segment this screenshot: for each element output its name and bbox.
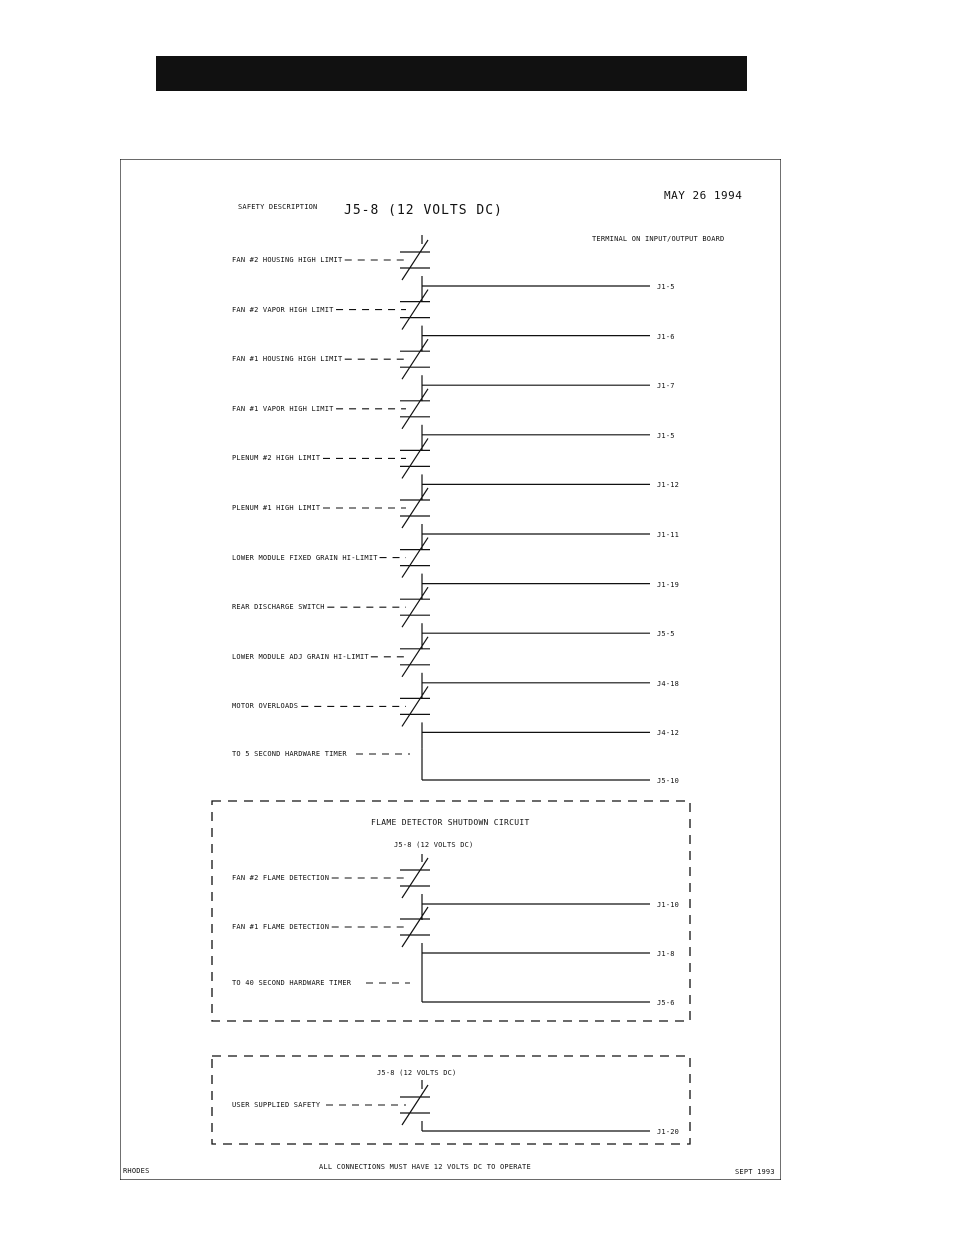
safety-label-8: REAR DISCHARGE SWITCH (232, 603, 325, 612)
contact-slash (402, 637, 428, 677)
terminal-label-2: J1-6 (657, 332, 675, 341)
safety-label-2: FAN #2 VAPOR HIGH LIMIT (232, 305, 334, 314)
terminal-label-6: J1-11 (657, 531, 680, 539)
terminal-header: TERMINAL ON INPUT/OUTPUT BOARD (592, 235, 725, 243)
supply-title: J5-8 (12 VOLTS DC) (344, 203, 503, 218)
flame-timer-label: TO 40 SECOND HARDWARE TIMER (232, 979, 352, 987)
contact-slash (402, 339, 428, 379)
footer-rhodes: RHODES (123, 1167, 150, 1175)
diagram-date: MAY 26 1994 (664, 189, 743, 202)
safety-label-5: PLENUM #2 HIGH LIMIT (232, 454, 321, 463)
flame-terminal-2: J1-8 (657, 950, 675, 958)
contact-slash (402, 907, 428, 947)
safety-label-7: LOWER MODULE FIXED GRAIN HI-LIMIT (232, 553, 378, 562)
terminal-label-1: J1-5 (657, 283, 675, 291)
terminal-label-7: J1-19 (657, 580, 680, 589)
safety-description-heading: SAFETY DESCRIPTION (238, 203, 318, 211)
user-safety-label: USER SUPPLIED SAFETY (232, 1101, 321, 1109)
footer-date: SEPT 1993 (735, 1168, 775, 1176)
contact-slash (402, 240, 428, 280)
terminal-label-4: J1-5 (657, 431, 675, 440)
safety-label-10: MOTOR OVERLOADS (232, 702, 299, 711)
footer-note: ALL CONNECTIONS MUST HAVE 12 VOLTS DC TO OPERATE (319, 1163, 531, 1171)
terminal-label-3: J1-7 (657, 382, 675, 391)
flame-detector-box (212, 801, 690, 1021)
safety-label-6: PLENUM #1 HIGH LIMIT (232, 504, 321, 512)
header-bar (156, 56, 747, 91)
user-safety-terminal: J1-20 (657, 1128, 680, 1136)
safety-label-1: FAN #2 HOUSING HIGH LIMIT (232, 256, 343, 264)
wiring-diagram-sheet (120, 159, 781, 1180)
safety-label-3: FAN #1 HOUSING HIGH LIMIT (232, 355, 343, 364)
safety-label-4: FAN #1 VAPOR HIGH LIMIT (232, 404, 334, 413)
contact-slash (402, 858, 428, 898)
terminal-label-5: J1-12 (657, 481, 680, 490)
flame-box-supply: J5-8 (12 VOLTS DC) (394, 841, 474, 849)
flame-label-2: FAN #1 FLAME DETECTION (232, 923, 330, 931)
flame-timer-terminal: J5-6 (657, 999, 675, 1007)
main-timer-terminal: J5-10 (657, 777, 680, 785)
main-timer-label: TO 5 SECOND HARDWARE TIMER (232, 750, 347, 758)
wiring-diagram-lines (120, 159, 781, 1180)
terminal-label-8: J5-5 (657, 630, 675, 639)
terminal-label-10: J4-12 (657, 729, 680, 738)
terminal-label-9: J4-18 (657, 679, 680, 688)
flame-terminal-1: J1-10 (657, 901, 680, 909)
user-box-supply: J5-8 (12 VOLTS DC) (377, 1069, 457, 1077)
flame-label-1: FAN #2 FLAME DETECTION (232, 874, 330, 882)
safety-label-9: LOWER MODULE ADJ GRAIN HI-LIMIT (232, 652, 369, 661)
flame-box-title: FLAME DETECTOR SHUTDOWN CIRCUIT (371, 818, 530, 827)
